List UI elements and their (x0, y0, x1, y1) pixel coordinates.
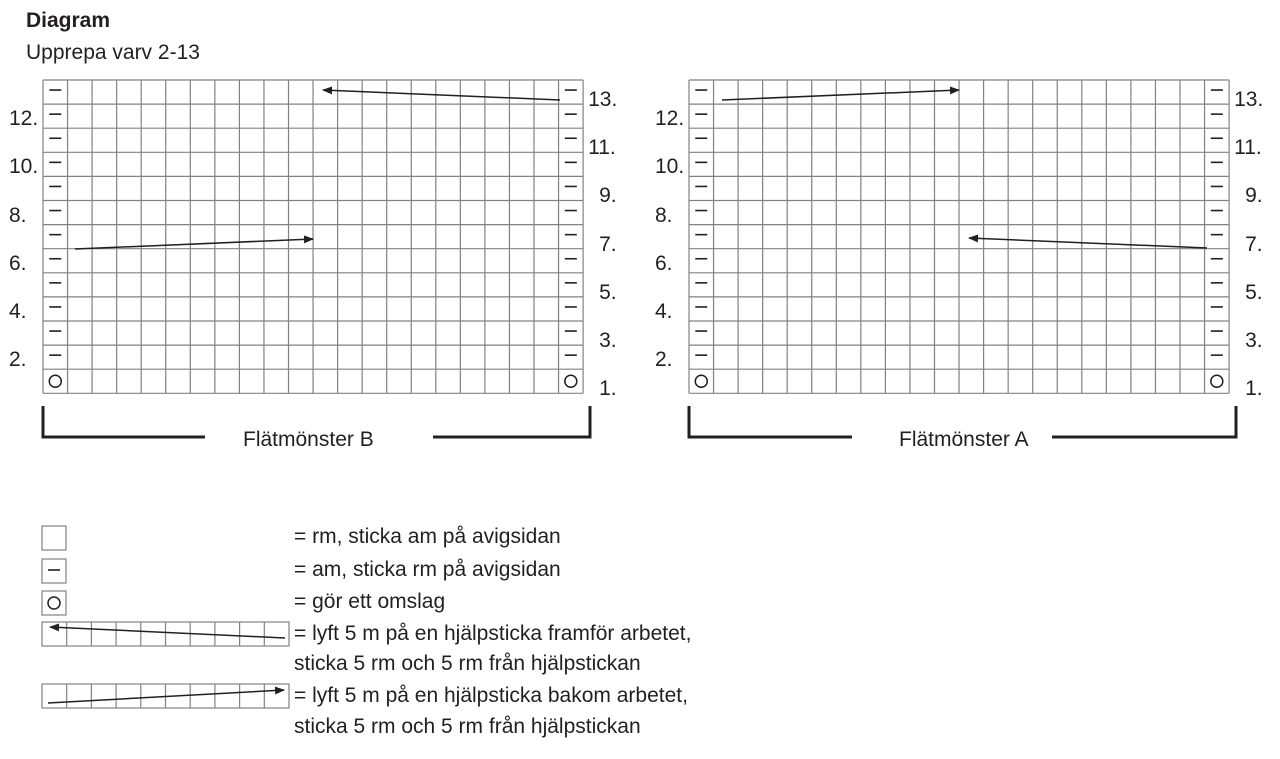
row-number-right: 3. (599, 329, 617, 352)
chart-flatmonster-b (43, 80, 590, 437)
chart-a-bracket-left (689, 406, 852, 437)
row-number-left: 6. (655, 251, 673, 275)
row-number-right: 13. (1234, 88, 1264, 111)
row-number-right: 9. (1245, 184, 1263, 208)
legend-purl-square (42, 559, 66, 583)
legend-yarnover-square (42, 591, 66, 615)
chart-a-cable-arrow-row-7 (969, 238, 1207, 248)
row-number-right: 1. (1245, 377, 1263, 401)
row-number-left: 8. (9, 203, 27, 227)
row-number-right: 7. (1245, 232, 1263, 256)
chart-b-bracket-left (43, 406, 205, 437)
chart-b-grid (43, 80, 583, 393)
chart-b-label: Flätmönster B (237, 428, 380, 452)
legend-symbols (42, 526, 289, 708)
row-number-right: 11. (1234, 136, 1262, 160)
row-number-right: 3. (1245, 329, 1263, 352)
row-number-left: 8. (655, 203, 673, 227)
yarnover-circle-icon (695, 375, 707, 387)
chart-b-bracket-right (433, 406, 590, 437)
legend-front-cable-strip (42, 622, 289, 646)
legend-back-cable-strip (42, 684, 289, 708)
row-number-right: 13. (588, 88, 618, 111)
legend-yarnover-text: = gör ett omslag (294, 590, 446, 613)
chart-b-cable-arrow-row-7 (75, 239, 313, 249)
chart-a-grid (689, 80, 1229, 393)
chart-a-bracket-right (1052, 406, 1236, 437)
row-number-left: 12. (655, 107, 685, 131)
row-number-left: 10. (9, 155, 39, 179)
row-number-left: 2. (655, 348, 673, 372)
row-number-right: 7. (599, 232, 617, 256)
legend-back-cable-text-line-2: sticka 5 rm och 5 rm från hjälpstickan (294, 715, 641, 738)
row-number-left: 10. (655, 155, 685, 179)
row-number-right: 1. (599, 377, 617, 401)
legend-knit-text: = rm, sticka am på avigsidan (294, 525, 561, 548)
legend-knit-square (42, 526, 66, 550)
row-number-right: 5. (1245, 280, 1263, 304)
legend-back-cable-text-line-1: = lyft 5 m på en hjälpsticka bakom arbetet, (294, 684, 688, 707)
yarnover-circle-icon (49, 375, 61, 387)
yarnover-circle-icon (1211, 375, 1223, 387)
repeat-instruction: Upprepa varv 2-13 (26, 41, 200, 64)
legend-front-cable-text-line-2: sticka 5 rm och 5 rm från hjälpstickan (294, 652, 641, 675)
chart-b-cable-arrow-row-13 (323, 90, 560, 100)
row-number-right: 9. (599, 184, 617, 208)
chart-a-label: Flätmönster A (893, 428, 1035, 452)
row-number-left: 2. (9, 348, 27, 372)
legend-purl-text: = am, sticka rm på avigsidan (294, 558, 561, 581)
row-number-left: 4. (655, 299, 673, 323)
yarnover-circle-icon (565, 375, 577, 387)
chart-flatmonster-a (689, 80, 1236, 437)
chart-a-cable-arrow-row-13 (722, 90, 959, 100)
row-number-right: 5. (599, 280, 617, 304)
legend-front-cable-text-line-1: = lyft 5 m på en hjälpsticka framför arbetet, (294, 622, 692, 645)
row-number-right: 11. (588, 136, 616, 160)
row-number-left: 12. (9, 107, 39, 131)
row-number-left: 6. (9, 251, 27, 275)
diagram-title: Diagram (26, 9, 111, 32)
row-number-left: 4. (9, 299, 27, 323)
